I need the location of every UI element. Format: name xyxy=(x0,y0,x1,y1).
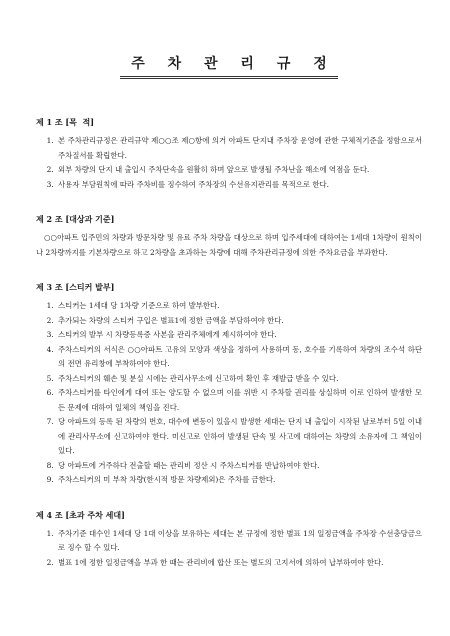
list-item: 2. 추가되는 차량의 스티커 구입은 별표1에 정한 금액을 부담하여야 한다. xyxy=(56,314,422,329)
list-item: 3. 사용자 부담원칙에 따라 주차비를 징수하여 주차장의 수선유지관리를 목적으로 한다. xyxy=(56,178,422,193)
list-item: 1. 주차기준 대수인 1세대 당 1대 이상을 보유하는 세대는 본 규정에 정한 별표 1의 일정금액을 주차장 수선충당금으로 징수 할 수 있다. xyxy=(56,527,422,556)
list-item: 5. 주차스티커의 훼손 및 분실 시에는 관리사무소에 신고하여 확인 후 재발급 받을 수 있다. xyxy=(56,372,422,387)
article-3 xyxy=(36,282,422,488)
article-paragraph: ○○아파트 입주민의 차량과 방문차량 및 유료 주차 차량을 대상으로 하며 입주세대에 대하여는 1세대 1차량이 원칙이나 2차량까지를 기본차량으로 하고 2차량을 초과하는 차량에 대해 주차관리규정에 의한 주차요금을 부과한다. xyxy=(36,233,422,257)
list-item: 1. 스티커는 1세대 당 1차량 기준으로 하여 발부한다. xyxy=(56,299,422,314)
article-heading: 제 4 조 [초과 주차 세대] xyxy=(36,509,125,520)
list-item: 2. 외부 차량의 단지 내 출입시 주차단속을 원활히 하며 앞으로 발생될 주차난을 해소에 역점을 둔다. xyxy=(56,163,422,178)
list-item: 7. 당 아파트의 등록 된 차량의 번호, 대수에 변동이 있을시 발생한 세대는 단지 내 출입이 시작된 날로부터 5일 이내에 관리사무소에 신고하여야 한다. 미신고로 인하여 발생된 단속 및 사고에 대하여는 차량의 소유자에 그 책임이 있다. xyxy=(56,415,422,459)
article-2 xyxy=(36,214,422,260)
list-item: 2. 별표 1에 정한 일정금액을 부과 한 때는 관리비에 합산 또는 별도의 고지서에 의하여 납부하여야 한다. xyxy=(56,556,422,571)
list-item: 3. 스티커의 발부 시 차량등록증 사본을 관리주체에게 제시하여야 한다. xyxy=(56,328,422,343)
article-4 xyxy=(36,510,422,571)
article-item-list xyxy=(36,134,422,192)
article-heading: 제 2 조 [대상과 기준] xyxy=(36,214,115,224)
list-item: 1. 본 주차관리규정은 관리규약 제○○조 제○항에 의거 아파트 단지내 주차장 운영에 관한 구체적기준을 정함으로서 주차질서를 확립한다. xyxy=(56,134,422,163)
article-item-list xyxy=(36,299,422,488)
list-item: 9. 주차스티커의 미 부착 차량(한시적 방문 차량제외)은 주차를 금한다. xyxy=(56,473,422,488)
article-heading: 제 1 조 [목 적] xyxy=(36,117,94,127)
article-item-list xyxy=(36,527,422,571)
list-item: 8. 당 아파트에 거주하다 전출할 때는 관리비 정산 시 주차스티커를 반납하여야 한다. xyxy=(56,459,422,474)
article-1 xyxy=(36,117,422,192)
list-item: 6. 주차스티커를 타인에게 대여 또는 양도할 수 없으며 이를 위반 시 주차할 권리를 상실하며 이로 인하여 발생한 모든 문제에 대하여 일체의 책임을 진다. xyxy=(56,386,422,415)
document-title: 주 차 관 리 규 정 xyxy=(120,53,338,77)
title-block xyxy=(36,0,422,77)
article-heading: 제 3 조 [스티커 발부] xyxy=(36,282,115,292)
list-item: 4. 주차스티커의 서식은 ○○아파트 고유의 모양과 색상을 정하여 사용하며 동, 호수를 기록하여 차량의 조수석 하단의 전면 유리창에 부착하여야 한다. xyxy=(56,343,422,372)
